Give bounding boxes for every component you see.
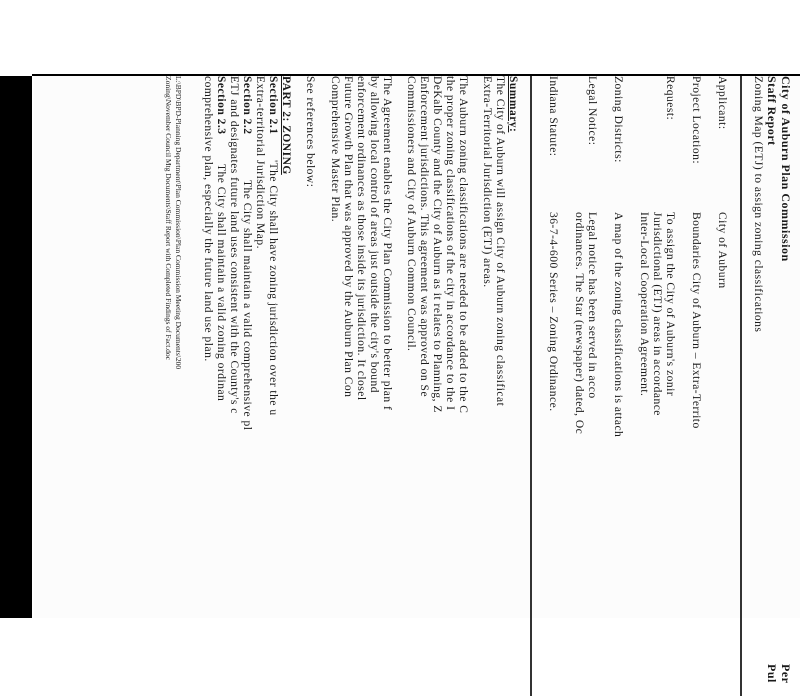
section-2-3-label: Section 2.3 bbox=[215, 76, 227, 135]
header-right-2: Pul bbox=[765, 664, 779, 683]
header-rule bbox=[740, 76, 742, 696]
legal-notice-line-2: ordinances. The Star (newspaper) dated, Oc bbox=[573, 212, 585, 435]
legal-notice-line-1: Legal notice has been served in acco bbox=[586, 212, 598, 399]
section-2-2-line-2: ETJ and designates future land uses consistent with the County's c bbox=[228, 76, 240, 414]
para1-line-2: the proper zoning classifications of the city in accordance to the I bbox=[444, 76, 456, 411]
scan-border-left bbox=[0, 0, 32, 618]
request-value-line-1: To assign the City of Auburn's zonir bbox=[664, 212, 676, 397]
para2-line-1: The Agreement enables the City Plan Commission to better plan f bbox=[381, 76, 393, 411]
report-title: City of Auburn Plan Commission bbox=[779, 76, 793, 262]
para2-line-4: Future Growth Plan that was approved by the Auburn Plan Con bbox=[342, 76, 354, 398]
header-right-1: Per bbox=[779, 664, 793, 684]
request-value-line-3: Inter-Local Cooperation Agreement. bbox=[638, 212, 650, 397]
summary-heading: Summary: bbox=[507, 76, 519, 133]
section-2-3-line-1: The City shall maintain a valid zoning ordinan bbox=[215, 164, 227, 402]
para1-line-4: Enforcement jurisdictions. This agreement was approved on Se bbox=[418, 76, 430, 398]
para2-line-3: enforcement ordinances as those inside its jurisdiction. It closel bbox=[355, 76, 367, 401]
para2-line-5: Comprehensive Master Plan. bbox=[329, 76, 341, 223]
zoning-districts-label: Zoning Districts: bbox=[612, 76, 624, 163]
scan-margin-top bbox=[0, 0, 800, 76]
report-subtitle: Staff Report bbox=[765, 76, 779, 146]
part2-heading: PART 2: ZONING bbox=[280, 76, 292, 175]
report-topic: Zoning Map (ETJ) to assign zoning classifications bbox=[752, 76, 764, 333]
para1-line-1: The Auburn zoning classifications are needed to be added to the C bbox=[457, 76, 469, 414]
request-value-line-2: Jurisdictional (ETJ) areas in accordance bbox=[651, 212, 663, 416]
section-2-1-line-1: 'The City shall have zoning jurisdiction over the u bbox=[267, 160, 279, 416]
rotated-document bbox=[34, 76, 800, 684]
file-path-line-2: Zoning\November Council Mtg Documents\Staff Report with Completed Findings of Fact.doc bbox=[164, 76, 173, 360]
section-2-3-line-2: comprehensive plan, especially the future land use plan. bbox=[202, 76, 214, 362]
indiana-statute-label: Indiana Statute: bbox=[547, 76, 559, 157]
section-2-2-label: Section 2.2 bbox=[241, 76, 253, 135]
section-2-2-line-1: The City shall maintain a valid comprehensive pl bbox=[241, 180, 253, 431]
zoning-districts-value: A map of the zoning classifications is attach bbox=[612, 212, 624, 438]
para2-line-2: by allowing local control of areas just outside the city's bound bbox=[368, 76, 380, 394]
section-2-1-label: Section 2.1 bbox=[267, 76, 279, 135]
section-2-1-line-2: Extra-territorial Jurisdiction Map. bbox=[254, 76, 266, 250]
summary-line-2: Extra-Territorial Jurisdiction (ETJ) areas. bbox=[481, 76, 493, 288]
indiana-statute-value: 36-7-4-600 Series – Zoning Ordinance. bbox=[547, 212, 559, 412]
applicant-value: City of Auburn bbox=[716, 212, 728, 289]
para1-line-3: DeKalb County and the City of Auburn as it relates to Planning, Z bbox=[431, 76, 443, 413]
document-page bbox=[34, 76, 800, 684]
legal-notice-label: Legal Notice: bbox=[586, 76, 598, 146]
para1-line-5: Commissioners and City of Auburn Common Council. bbox=[405, 76, 417, 352]
fields-rule bbox=[530, 76, 532, 696]
request-label: Request: bbox=[664, 76, 676, 121]
file-path-line-1: L:\BPD\BPD-Planning Department\Plan Commission\Plan Commission Meeting Documents\200 bbox=[174, 76, 183, 370]
see-references: See references below: bbox=[304, 76, 316, 188]
summary-line-1: The City of Auburn will assign City of Auburn zoning classificat bbox=[494, 76, 506, 407]
applicant-label: Applicant: bbox=[716, 76, 728, 130]
project-location-value: Boundaries City of Auburn – Extra-Territo bbox=[690, 212, 702, 429]
project-location-label: Project Location: bbox=[690, 76, 702, 165]
